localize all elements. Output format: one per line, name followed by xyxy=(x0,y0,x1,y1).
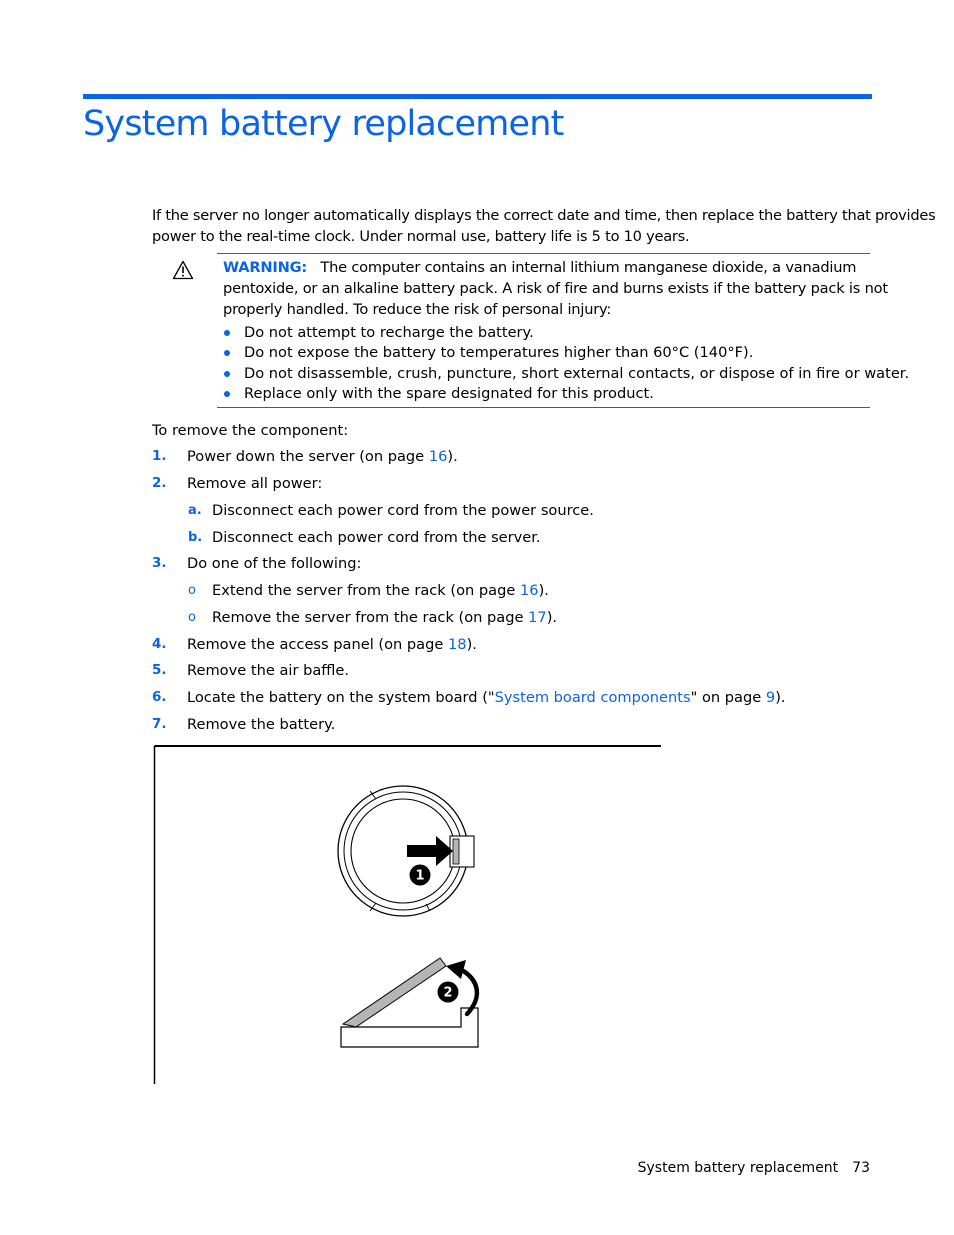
step-text: Remove the air baffle. xyxy=(187,662,350,679)
intro-paragraph xyxy=(152,205,935,247)
warning-text xyxy=(223,257,888,320)
step-number: 6. xyxy=(152,689,167,705)
step-text: Do one of the following: xyxy=(187,555,362,572)
footer-page-number: 73 xyxy=(852,1160,870,1176)
option-text: Extend the server from the rack (on page 16). xyxy=(212,582,549,599)
page-link[interactable]: 16 xyxy=(428,448,448,465)
substep-text: Disconnect each power cord from the power source. xyxy=(212,502,594,519)
rotate-arrowhead-icon xyxy=(446,960,466,979)
callout-2 xyxy=(438,982,459,1003)
bullet-icon xyxy=(224,391,230,397)
step-number: 7. xyxy=(152,716,167,732)
warning-bullet: Do not expose the battery to temperatures higher than 60°C (140°F). xyxy=(244,344,754,361)
page-link[interactable]: 17 xyxy=(528,609,547,626)
page-link[interactable]: 18 xyxy=(448,636,467,653)
callout-1 xyxy=(410,865,431,886)
callout-2-label: 2 xyxy=(443,985,453,1001)
bullet-icon xyxy=(224,371,230,377)
footer-section: System battery replacement xyxy=(637,1160,839,1176)
step-text: Remove all power: xyxy=(187,475,323,492)
warning-triangle-icon xyxy=(172,260,194,280)
warning-bullet: Do not attempt to recharge the battery. xyxy=(244,324,534,341)
warning-line: properly handled. To reduce the risk of personal injury: xyxy=(223,301,612,318)
title-rule xyxy=(83,94,872,99)
section-link[interactable]: System board components xyxy=(494,689,691,706)
step-text: Locate the battery on the system board ("System board components" on page 9). xyxy=(187,689,786,706)
intro-line: If the server no longer automatically displays the correct date and time, then replace the battery that provides xyxy=(152,207,936,224)
substep-marker: a. xyxy=(188,503,202,518)
page-link[interactable]: 16 xyxy=(519,582,539,599)
step-text: Remove the access panel (on page 18). xyxy=(187,636,477,653)
warning-bullet: Replace only with the spare designated for this product. xyxy=(244,385,654,402)
step-text: Power down the server (on page 16). xyxy=(187,448,458,465)
step-number: 2. xyxy=(152,475,167,491)
option-text: Remove the server from the rack (on page 17). xyxy=(212,609,558,626)
page-title: System battery replacement xyxy=(83,104,564,144)
warning-label: WARNING: xyxy=(223,259,308,276)
warning-line: pentoxide, or an alkaline battery pack. A risk of fire and burns exists if the battery pack is not xyxy=(223,280,888,297)
step-text: Remove the battery. xyxy=(187,716,336,733)
option-marker: o xyxy=(188,610,196,625)
step-number: 1. xyxy=(152,448,167,464)
step-number: 3. xyxy=(152,555,167,571)
page-footer xyxy=(638,1158,870,1179)
substep-text: Disconnect each power cord from the server. xyxy=(212,529,541,546)
warning-bottom-rule xyxy=(217,407,870,408)
battery-removal-figure xyxy=(150,742,670,1092)
substep-marker: b. xyxy=(188,530,203,545)
page-link[interactable]: 9 xyxy=(765,689,776,706)
bullet-icon xyxy=(224,350,230,356)
warning-line: The computer contains an internal lithium manganese dioxide, a vanadium xyxy=(320,259,857,276)
battery-top-view xyxy=(338,786,474,916)
warning-bullet: Do not disassemble, crush, puncture, short external contacts, or dispose of in fire or water. xyxy=(244,365,910,382)
warning-top-rule xyxy=(217,253,870,254)
option-marker: o xyxy=(188,583,196,598)
procedure-intro: To remove the component: xyxy=(152,422,349,439)
step-number: 4. xyxy=(152,636,167,652)
intro-line: power to the real-time clock. Under normal use, battery life is 5 to 10 years. xyxy=(152,228,690,245)
bullet-icon xyxy=(224,330,230,336)
step-number: 5. xyxy=(152,662,167,678)
callout-1-label: 1 xyxy=(415,868,425,884)
